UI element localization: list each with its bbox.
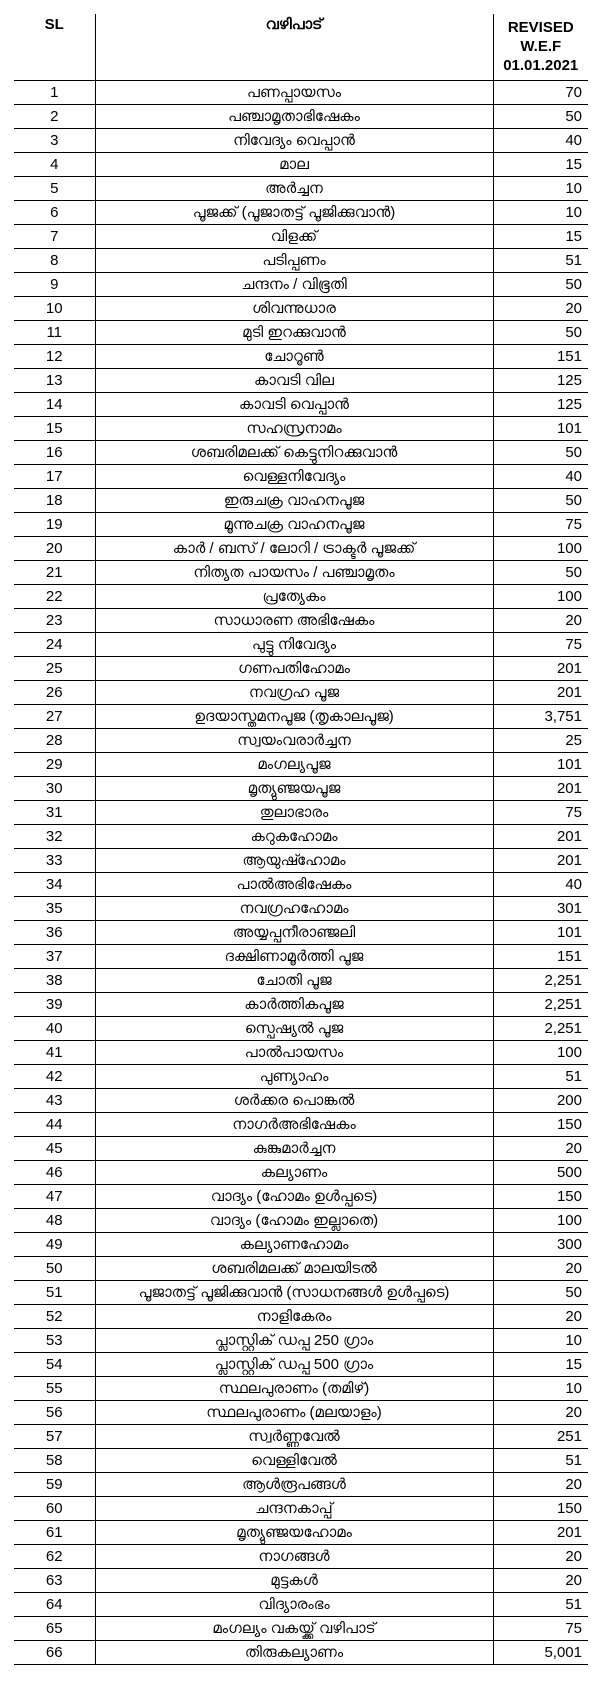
rate-cell: 100 [493,1209,588,1233]
rate-cell: 2,251 [493,993,588,1017]
rate-cell: 10 [493,201,588,225]
serial-number-cell: 50 [14,1257,95,1281]
serial-number-cell: 12 [14,345,95,369]
table-row [14,1089,588,1113]
offering-name-cell: നാഗർഅഭിഷേകം [95,1113,493,1137]
rate-cell: 101 [493,753,588,777]
rate-cell: 151 [493,345,588,369]
table-row [14,873,588,897]
serial-number-cell: 48 [14,1209,95,1233]
serial-number-cell: 40 [14,1017,95,1041]
table-row [14,945,588,969]
offering-name-cell: പുട്ടു നിവേദ്യം [95,633,493,657]
rate-cell: 51 [493,1449,588,1473]
serial-number-cell: 38 [14,969,95,993]
offering-name-cell: വാദ്യം (ഹോമം ഉൾപ്പടെ) [95,1185,493,1209]
rate-cell: 20 [493,1545,588,1569]
offering-name-cell: പാൽഅഭിഷേകം [95,873,493,897]
offering-name-cell: പണപ്പായസം [95,81,493,105]
table-row [14,1065,588,1089]
table-row [14,225,588,249]
serial-number-cell: 60 [14,1497,95,1521]
serial-number-cell: 49 [14,1233,95,1257]
serial-number-cell: 46 [14,1161,95,1185]
serial-number-cell: 55 [14,1377,95,1401]
rate-cell: 51 [493,1065,588,1089]
rate-cell: 3,751 [493,705,588,729]
offering-name-cell: ആയുഷ്ഹോമം [95,849,493,873]
offering-name-cell: മൃത്യുഞ്ജയപൂജ [95,777,493,801]
table-row [14,1185,588,1209]
offering-name-cell: ഉദയാസ്തമനപൂജ (തൃകാലപൂജ) [95,705,493,729]
table-row [14,777,588,801]
table-row [14,1617,588,1641]
table-row [14,1545,588,1569]
serial-number-cell: 22 [14,585,95,609]
rate-cell: 5,001 [493,1641,588,1665]
table-row [14,273,588,297]
serial-number-cell: 17 [14,465,95,489]
rate-cell: 201 [493,849,588,873]
offering-name-cell: ചന്ദനം / വിഭൂതി [95,273,493,297]
serial-number-cell: 61 [14,1521,95,1545]
rate-cell: 201 [493,777,588,801]
table-row [14,849,588,873]
table-row [14,153,588,177]
table-row [14,801,588,825]
table-row [14,1449,588,1473]
rate-cell: 50 [493,321,588,345]
serial-number-cell: 25 [14,657,95,681]
rate-cell: 25 [493,729,588,753]
serial-number-cell: 47 [14,1185,95,1209]
serial-number-cell: 37 [14,945,95,969]
rate-cell: 15 [493,153,588,177]
serial-number-cell: 43 [14,1089,95,1113]
serial-number-cell: 8 [14,249,95,273]
rate-cell: 50 [493,105,588,129]
rate-cell: 75 [493,801,588,825]
rate-cell: 20 [493,1305,588,1329]
rate-cell: 101 [493,921,588,945]
offering-name-cell: വിദ്യാരംഭം [95,1593,493,1617]
table-row [14,1233,588,1257]
rate-cell: 101 [493,417,588,441]
table-row [14,1569,588,1593]
offerings-rate-table [14,14,588,1665]
rate-cell: 50 [493,489,588,513]
offering-name-cell: മാല [95,153,493,177]
serial-number-cell: 15 [14,417,95,441]
offering-name-cell: കല്യാണം [95,1161,493,1185]
table-row [14,249,588,273]
serial-number-cell: 3 [14,129,95,153]
rate-cell: 100 [493,585,588,609]
rate-cell: 40 [493,465,588,489]
rate-cell: 20 [493,609,588,633]
serial-number-cell: 32 [14,825,95,849]
table-row [14,297,588,321]
offering-name-cell: സ്ഥലപുരാണം (തമിഴ്) [95,1377,493,1401]
offering-name-cell: തിരുകല്യാണം [95,1641,493,1665]
offering-name-cell: കറുകഹോമം [95,825,493,849]
serial-number-cell: 45 [14,1137,95,1161]
offering-name-cell: മംഗല്യപൂജ [95,753,493,777]
table-row [14,441,588,465]
table-row [14,1593,588,1617]
table-header-row [14,14,588,81]
offering-name-cell: കാവടി വെപ്പാൻ [95,393,493,417]
rate-cell: 50 [493,441,588,465]
table-row [14,417,588,441]
table-row [14,1041,588,1065]
table-row [14,1113,588,1137]
table-row [14,1329,588,1353]
serial-number-cell: 13 [14,369,95,393]
serial-number-cell: 44 [14,1113,95,1137]
offering-name-cell: അർച്ചന [95,177,493,201]
rate-cell: 100 [493,1041,588,1065]
offering-name-cell: പഞ്ചാമൃതാഭിഷേകം [95,105,493,129]
offering-name-cell: മുട്ടകൾ [95,1569,493,1593]
offering-name-cell: പുണ്യാഹം [95,1065,493,1089]
offering-name-cell: തുലാഭാരം [95,801,493,825]
table-row [14,969,588,993]
rate-cell: 20 [493,297,588,321]
offering-name-cell: സാധാരണ അഭിഷേകം [95,609,493,633]
rate-cell: 75 [493,513,588,537]
rate-cell: 10 [493,1377,588,1401]
table-row [14,1281,588,1305]
offering-name-cell: പ്ലാസ്റ്റിക് ഡപ്പ 250 ഗ്രാം [95,1329,493,1353]
offering-name-cell: കുങ്കുമാർച്ചന [95,1137,493,1161]
table-row [14,657,588,681]
serial-number-cell: 65 [14,1617,95,1641]
table-row [14,1161,588,1185]
table-row [14,825,588,849]
offering-name-cell: ശിവന്നുധാര [95,297,493,321]
offering-name-cell: പ്രത്യേകം [95,585,493,609]
offering-name-cell: ആൾരൂപങ്ങൾ [95,1473,493,1497]
offering-name-cell: ചോറൂൺ [95,345,493,369]
table-row [14,513,588,537]
header-revised-line1: REVISED [507,19,574,36]
rate-cell: 300 [493,1233,588,1257]
table-row [14,177,588,201]
offering-name-cell: സ്പെഷ്യൽ പൂജ [95,1017,493,1041]
serial-number-cell: 42 [14,1065,95,1089]
table-row [14,921,588,945]
serial-number-cell: 59 [14,1473,95,1497]
table-row [14,1425,588,1449]
serial-number-cell: 6 [14,201,95,225]
header-revised-line3: 01.01.2021 [503,57,579,74]
rate-cell: 201 [493,681,588,705]
offering-name-cell: കല്യാണഹോമം [95,1233,493,1257]
table-row [14,993,588,1017]
offering-name-cell: സഹസ്രനാമം [95,417,493,441]
offering-name-cell: സ്വർണ്ണവേൽ [95,1425,493,1449]
offering-name-cell: ദക്ഷിണാമൂർത്തി പൂജ [95,945,493,969]
rate-cell: 40 [493,873,588,897]
offering-name-cell: ശർക്കര പൊങ്കൽ [95,1089,493,1113]
table-row [14,561,588,585]
table-row [14,897,588,921]
serial-number-cell: 2 [14,105,95,129]
rate-cell: 2,251 [493,1017,588,1041]
table-row [14,681,588,705]
offering-name-cell: വാദ്യം (ഹോമം ഇല്ലാതെ) [95,1209,493,1233]
rate-cell: 40 [493,129,588,153]
serial-number-cell: 33 [14,849,95,873]
table-row [14,345,588,369]
serial-number-cell: 63 [14,1569,95,1593]
offering-name-cell: നിവേദ്യം വെപ്പാൻ [95,129,493,153]
rate-cell: 20 [493,1137,588,1161]
rate-cell: 10 [493,1329,588,1353]
table-row [14,1257,588,1281]
serial-number-cell: 35 [14,897,95,921]
offering-name-cell: പാൽപായസം [95,1041,493,1065]
serial-number-cell: 34 [14,873,95,897]
rate-cell: 301 [493,897,588,921]
serial-number-cell: 18 [14,489,95,513]
serial-number-cell: 19 [14,513,95,537]
serial-number-cell: 52 [14,1305,95,1329]
rate-cell: 20 [493,1473,588,1497]
serial-number-cell: 29 [14,753,95,777]
rate-cell: 151 [493,945,588,969]
offering-name-cell: നിത്യത പായസം / പഞ്ചാമൃതം [95,561,493,585]
table-row [14,1017,588,1041]
table-row [14,633,588,657]
serial-number-cell: 39 [14,993,95,1017]
serial-number-cell: 14 [14,393,95,417]
table-row [14,585,588,609]
serial-number-cell: 54 [14,1353,95,1377]
offering-name-cell: സ്ഥലപുരാണം (മലയാളം) [95,1401,493,1425]
header-sl: SL [14,14,95,81]
table-row [14,1497,588,1521]
offering-name-cell: കാർത്തികപൂജ [95,993,493,1017]
table-row [14,1521,588,1545]
offering-name-cell: പൂജക്ക് (പൂജാതട്ട് പൂജിക്കുവാൻ) [95,201,493,225]
offering-name-cell: മുടി ഇറക്കുവാൻ [95,321,493,345]
serial-number-cell: 4 [14,153,95,177]
rate-cell: 75 [493,1617,588,1641]
offering-name-cell: മൂന്നുചക്ര വാഹനപൂജ [95,513,493,537]
table-row [14,105,588,129]
rate-cell: 51 [493,249,588,273]
rate-cell: 20 [493,1257,588,1281]
serial-number-cell: 1 [14,81,95,105]
table-row [14,1473,588,1497]
serial-number-cell: 24 [14,633,95,657]
offering-name-cell: മൃത്യുഞ്ജയഹോമം [95,1521,493,1545]
table-row [14,369,588,393]
rate-cell: 500 [493,1161,588,1185]
offering-name-cell: ഇരുചക്ര വാഹനപൂജ [95,489,493,513]
offering-name-cell: നവഗ്രഹഹോമം [95,897,493,921]
table-row [14,393,588,417]
serial-number-cell: 53 [14,1329,95,1353]
table-row [14,1353,588,1377]
offering-name-cell: ചോതി പൂജ [95,969,493,993]
serial-number-cell: 28 [14,729,95,753]
offering-name-cell: അയ്യപ്പനീരാഞ്ജലി [95,921,493,945]
rate-cell: 70 [493,81,588,105]
rate-cell: 50 [493,561,588,585]
rate-cell: 150 [493,1185,588,1209]
serial-number-cell: 31 [14,801,95,825]
table-row [14,1137,588,1161]
table-row [14,1377,588,1401]
rate-cell: 15 [493,1353,588,1377]
serial-number-cell: 5 [14,177,95,201]
serial-number-cell: 9 [14,273,95,297]
rate-cell: 50 [493,1281,588,1305]
table-row [14,321,588,345]
offering-name-cell: പടിപ്പണം [95,249,493,273]
table-row [14,489,588,513]
serial-number-cell: 27 [14,705,95,729]
offering-name-cell: ചന്ദനകാപ്പ് [95,1497,493,1521]
rate-cell: 20 [493,1569,588,1593]
serial-number-cell: 62 [14,1545,95,1569]
table-row [14,705,588,729]
serial-number-cell: 20 [14,537,95,561]
serial-number-cell: 11 [14,321,95,345]
offering-name-cell: നാളികേരം [95,1305,493,1329]
rate-cell: 51 [493,1593,588,1617]
serial-number-cell: 7 [14,225,95,249]
serial-number-cell: 64 [14,1593,95,1617]
serial-number-cell: 51 [14,1281,95,1305]
offering-name-cell: പൂജാതട്ട് പൂജിക്കുവാൻ (സാധനങ്ങൾ ഉൾപ്പടെ) [95,1281,493,1305]
table-row [14,201,588,225]
rate-cell: 150 [493,1497,588,1521]
rate-cell: 15 [493,225,588,249]
table-row [14,129,588,153]
offering-name-cell: കാർ / ബസ് / ലോറി / ട്രാക്ടർ പൂജക്ക് [95,537,493,561]
serial-number-cell: 16 [14,441,95,465]
offering-name-cell: നവഗ്രഹ പൂജ [95,681,493,705]
offering-name-cell: വെള്ളിവേൽ [95,1449,493,1473]
rate-cell: 251 [493,1425,588,1449]
rate-cell: 200 [493,1089,588,1113]
serial-number-cell: 66 [14,1641,95,1665]
table-row [14,753,588,777]
table-row [14,609,588,633]
table-row [14,1209,588,1233]
table-row [14,81,588,105]
rate-cell: 201 [493,657,588,681]
offering-name-cell: നാഗങ്ങൾ [95,1545,493,1569]
rate-cell: 75 [493,633,588,657]
serial-number-cell: 41 [14,1041,95,1065]
rate-cell: 2,251 [493,969,588,993]
serial-number-cell: 57 [14,1425,95,1449]
offering-name-cell: സ്വയംവരാർച്ചന [95,729,493,753]
offering-name-cell: പ്ലാസ്റ്റിക് ഡപ്പ 500 ഗ്രാം [95,1353,493,1377]
header-revised-rate [493,14,588,81]
rate-cell: 50 [493,273,588,297]
offering-name-cell: കാവടി വില [95,369,493,393]
offering-name-cell: മംഗല്യം വകയ്ക്ക് വഴിപാട് [95,1617,493,1641]
table-row [14,1641,588,1665]
rate-cell: 20 [493,1401,588,1425]
rate-cell: 10 [493,177,588,201]
offering-name-cell: വിളക്ക് [95,225,493,249]
header-revised-line2: W.E.F [520,38,562,55]
offering-name-cell: ശബരിമലക്ക് കെട്ടുനിറക്കുവാൻ [95,441,493,465]
offering-name-cell: ശബരിമലക്ക് മാലയിടൽ [95,1257,493,1281]
table-row [14,1305,588,1329]
offering-name-cell: വെള്ളനിവേദ്യം [95,465,493,489]
serial-number-cell: 21 [14,561,95,585]
table-row [14,537,588,561]
serial-number-cell: 26 [14,681,95,705]
serial-number-cell: 30 [14,777,95,801]
rate-cell: 125 [493,369,588,393]
serial-number-cell: 23 [14,609,95,633]
table-body [14,81,588,1665]
serial-number-cell: 36 [14,921,95,945]
serial-number-cell: 56 [14,1401,95,1425]
header-offering: വഴിപാട് [95,14,493,81]
serial-number-cell: 10 [14,297,95,321]
table-row [14,729,588,753]
rate-cell: 125 [493,393,588,417]
table-row [14,465,588,489]
rate-cell: 201 [493,825,588,849]
offering-name-cell: ഗണപതിഹോമം [95,657,493,681]
table-row [14,1401,588,1425]
rate-cell: 201 [493,1521,588,1545]
serial-number-cell: 58 [14,1449,95,1473]
rate-cell: 150 [493,1113,588,1137]
rate-cell: 100 [493,537,588,561]
